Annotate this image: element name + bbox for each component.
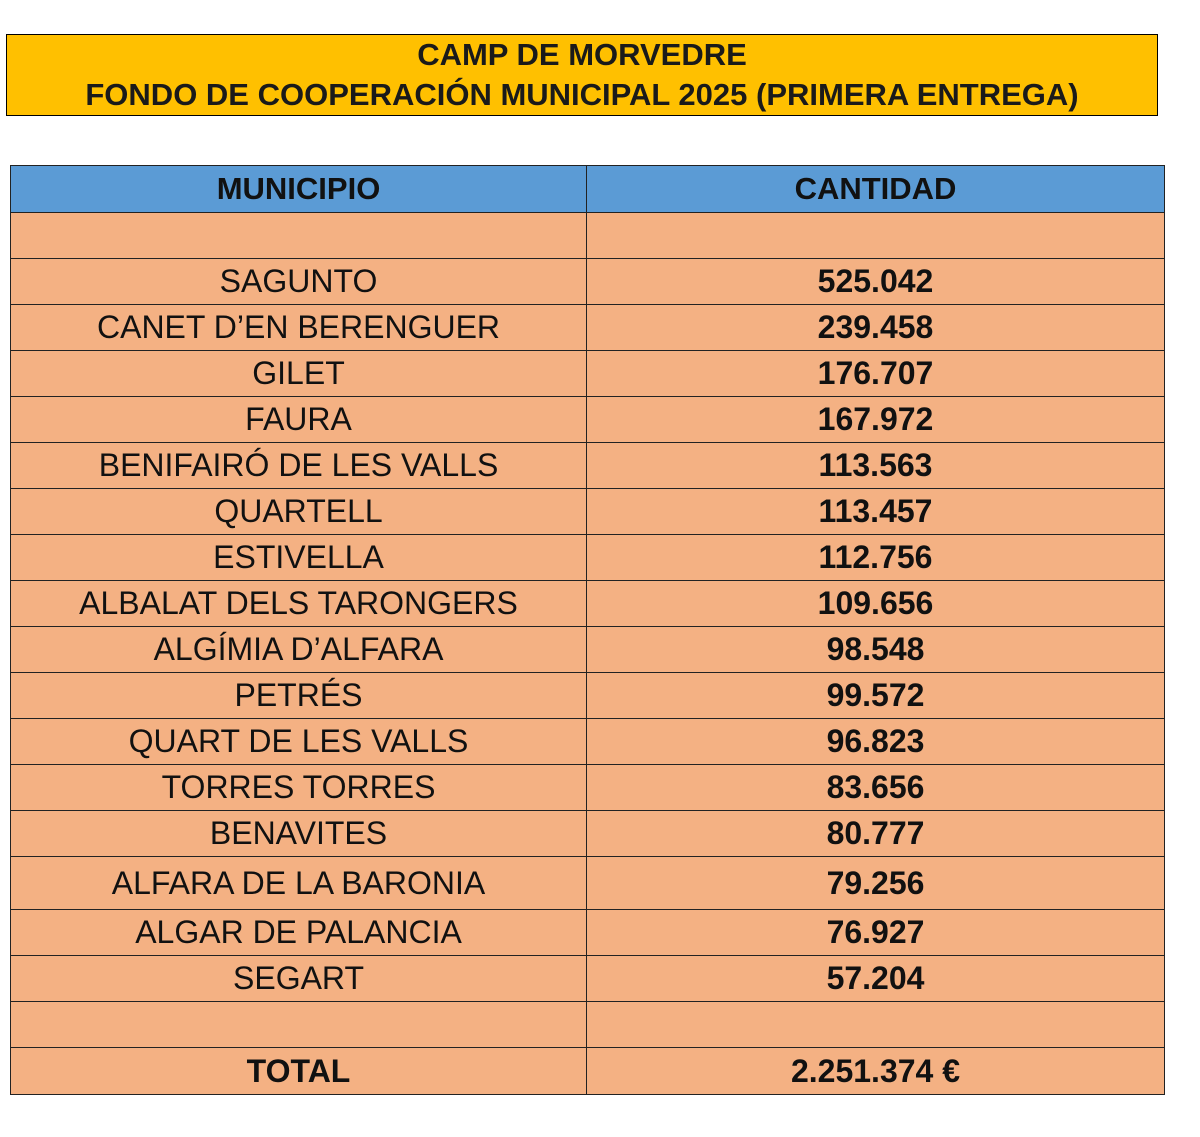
header-row [11,166,1165,213]
cantidad-cell: 98.548 [587,627,1165,673]
document-title [6,34,1158,116]
municipio-cell: ALBALAT DELS TARONGERS [11,581,587,627]
header-cantidad: CANTIDAD [587,166,1165,213]
cantidad-cell: 80.777 [587,811,1165,857]
table-row [11,443,1165,489]
funds-table [10,165,1165,1095]
cantidad-cell: 113.563 [587,443,1165,489]
table-row [11,719,1165,765]
table-row [11,397,1165,443]
total-value: 2.251.374 € [587,1048,1165,1095]
municipio-cell: SAGUNTO [11,259,587,305]
municipio-cell: GILET [11,351,587,397]
cantidad-cell: 96.823 [587,719,1165,765]
empty-cell [587,1002,1165,1048]
header-municipio: MUNICIPIO [11,166,587,213]
municipio-cell: ALGAR DE PALANCIA [11,910,587,956]
table-row [11,910,1165,956]
table-row [11,857,1165,910]
cantidad-cell: 167.972 [587,397,1165,443]
table-row [11,811,1165,857]
table-row [11,351,1165,397]
table-row [11,535,1165,581]
title-line-2: FONDO DE COOPERACIÓN MUNICIPAL 2025 (PRIMERA ENTREGA) [85,77,1079,112]
table-row [11,956,1165,1002]
municipio-cell: ESTIVELLA [11,535,587,581]
municipio-cell: CANET D’EN BERENGUER [11,305,587,351]
cantidad-cell: 109.656 [587,581,1165,627]
municipio-cell: FAURA [11,397,587,443]
empty-cell [587,213,1165,259]
table-row [11,259,1165,305]
empty-cell [11,213,587,259]
municipio-cell: ALGÍMIA D’ALFARA [11,627,587,673]
total-label: TOTAL [11,1048,587,1095]
cantidad-cell: 99.572 [587,673,1165,719]
municipio-cell: TORRES TORRES [11,765,587,811]
cantidad-cell: 239.458 [587,305,1165,351]
table-row [11,673,1165,719]
title-line-1: CAMP DE MORVEDRE [417,37,747,72]
empty-row [11,213,1165,259]
table-row [11,305,1165,351]
municipio-cell: SEGART [11,956,587,1002]
municipio-cell: QUART DE LES VALLS [11,719,587,765]
table-row [11,489,1165,535]
cantidad-cell: 57.204 [587,956,1165,1002]
municipio-cell: BENIFAIRÓ DE LES VALLS [11,443,587,489]
cantidad-cell: 112.756 [587,535,1165,581]
total-row [11,1048,1165,1095]
cantidad-cell: 79.256 [587,857,1165,910]
table-row [11,581,1165,627]
municipio-cell: QUARTELL [11,489,587,535]
table-row [11,765,1165,811]
table-row [11,627,1165,673]
cantidad-cell: 83.656 [587,765,1165,811]
cantidad-cell: 76.927 [587,910,1165,956]
cantidad-cell: 176.707 [587,351,1165,397]
empty-cell [11,1002,587,1048]
municipio-cell: PETRÉS [11,673,587,719]
municipio-cell: ALFARA DE LA BARONIA [11,857,587,910]
cantidad-cell: 113.457 [587,489,1165,535]
municipio-cell: BENAVITES [11,811,587,857]
cantidad-cell: 525.042 [587,259,1165,305]
empty-row [11,1002,1165,1048]
